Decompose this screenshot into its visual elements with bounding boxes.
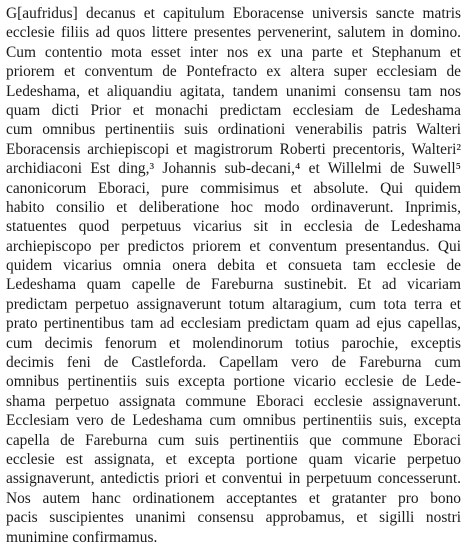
text-line: archiepiscopo per predictos priorem et conventum presentandus. Qui (6, 237, 461, 255)
text-line: statuentes quod perpetuus vicarius sit in ecclesia de Ledeshama (6, 218, 461, 236)
text-line: canonicorum Eboraci, pure commisimus et absolute. Qui quidem (6, 179, 461, 197)
text-line: priorem et conventum de Pontefracto ex altera super ecclesiam de (6, 63, 461, 81)
text-line: munimine confirmamus. (6, 528, 158, 546)
text-line: quidem vicarius omnia onera debita et consueta tam ecclesie de (6, 257, 461, 275)
text-line: cum decimis fenorum et molendinorum totius parochie, exceptis (6, 334, 461, 352)
text-line: Cum contentio mota esset inter nos ex una parte et Stephanum et (6, 43, 461, 61)
text-line: assignaverunt, antedictis priori et conventui in perpetuum concesserunt. (6, 470, 461, 488)
charter-text (6, 4, 461, 547)
text-line: shama perpetuo assignata commune Eboraci ecclesie assignaverunt. (6, 392, 461, 410)
text-line: ecclesie est assignata, et excepta portione quam vicarie perpetuo (6, 450, 461, 468)
text-line: pacis suscipientes unanimi consensu approbamus, et sigilli nostri (6, 509, 461, 527)
text-line: Ledeshama, et aliquandiu agitata, tandem unanimi consensu tam nos (6, 82, 461, 100)
text-line: omnibus pertinentiis suis excepta portione vicario ecclesie de Lede- (6, 373, 461, 391)
text-line: Nos autem hanc ordinationem acceptantes et gratanter pro bono (6, 489, 461, 507)
text-line: archidiaconi Est ding,³ Johannis sub-decani,⁴ et Willelmi de Suwell⁵ (6, 160, 461, 178)
text-line: quam dicti Prior et monachi predictam ecclesiam de Ledeshama (6, 101, 461, 119)
text-line: Ecclesiam vero de Ledeshama cum omnibus pertinentiis suis, excepta (6, 412, 461, 430)
text-line: predictam perpetuo assignaverunt totum altaragium, cum tota terra et (6, 295, 461, 313)
text-line: decimis feni de Castleforda. Capellam vero de Fareburna cum (6, 354, 461, 372)
text-line: ecclesie filiis ad quos littere presentes pervenerint, salutem in domino. (6, 24, 461, 42)
text-line: Ledeshama quam capelle de Fareburna sustinebit. Et ad vicariam (6, 276, 461, 294)
text-line: habito consilio et deliberatione hoc modo ordinaverunt. Inprimis, (6, 198, 461, 216)
text-line: cum omnibus pertinentiis suis ordinationi venerabilis patris Walteri (6, 121, 461, 139)
text-line: Eboracensis archiepiscopi et magistrorum Roberti precentoris, Walteri² (6, 140, 461, 158)
text-line: G[aufridus] decanus et capitulum Eboracense universis sancte matris (6, 5, 461, 22)
text-line: prato pertinentibus tam ad ecclesiam predictam quam ad ejus capellas, (6, 315, 461, 333)
text-line: capella de Fareburna cum suis pertinentiis que commune Eboraci (6, 431, 461, 449)
